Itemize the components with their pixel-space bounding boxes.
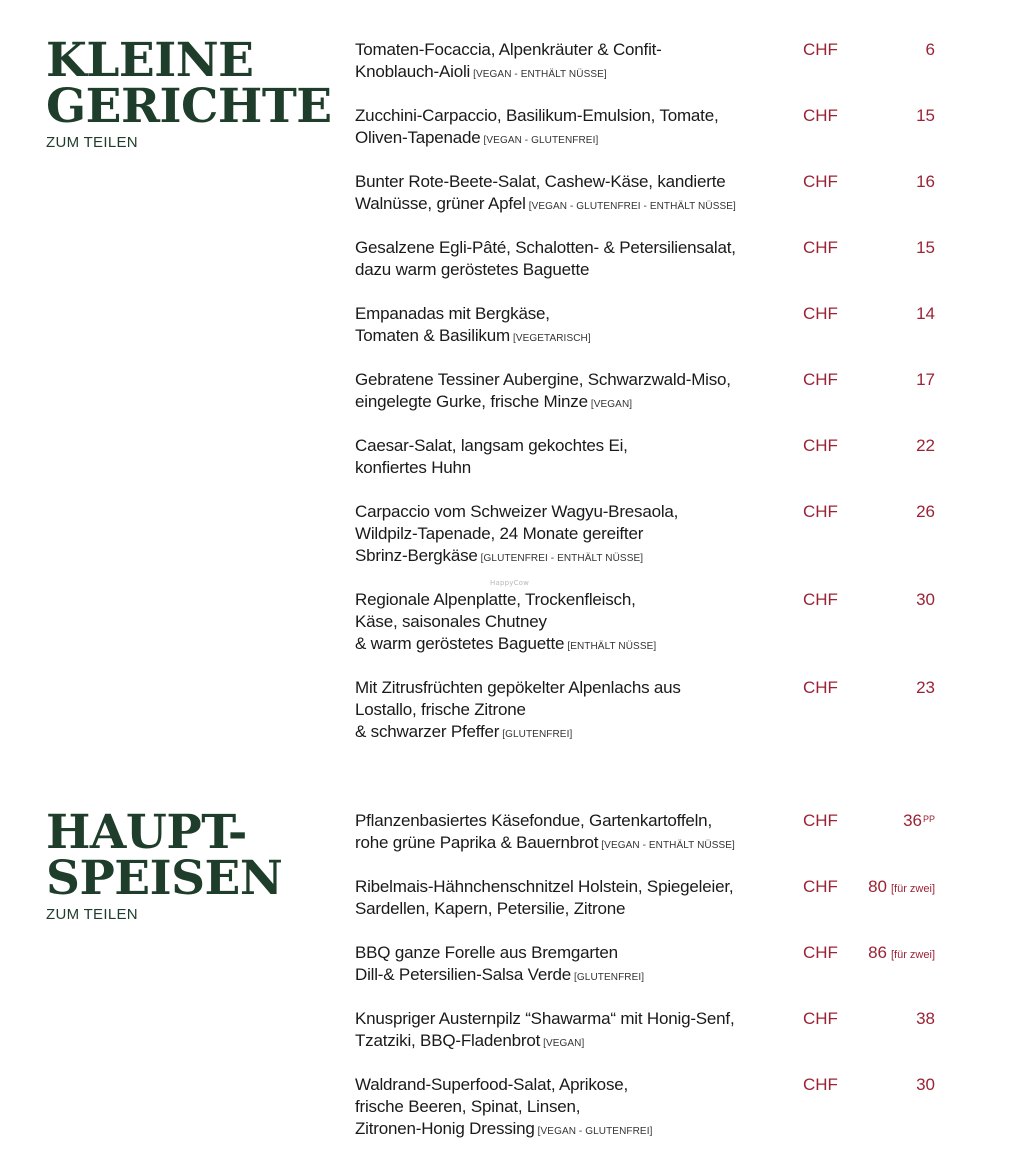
menu-item <box>355 589 945 658</box>
item-currency: CHF <box>803 1075 838 1094</box>
item-currency: CHF <box>803 877 838 896</box>
item-price: 80 [für zwei] <box>868 877 935 896</box>
item-description: Waldrand-Superfood-Salat, Aprikose, frische Beeren, Spinat, Linsen, Zitronen-Honig Dressing [VEGAN - GLUTENFREI] <box>355 1075 653 1138</box>
item-description: Mit Zitrusfrüchten gepökelter Alpenlachs aus Lostallo, frische Zitrone & schwarzer Pfeffer [GLUTENFREI] <box>355 678 681 741</box>
item-currency: CHF <box>803 590 838 609</box>
menu-item <box>355 1074 945 1143</box>
menu-item <box>355 369 945 416</box>
section-header <box>46 805 336 923</box>
diet-tag: [VEGAN - GLUTENFREI] <box>537 1126 653 1137</box>
item-description: Gebratene Tessiner Aubergine, Schwarzwald-Miso, eingelegte Gurke, frische Minze [VEGAN] <box>355 370 731 411</box>
section-header <box>46 33 336 151</box>
item-currency: CHF <box>803 238 838 257</box>
diet-tag: [ENTHÄLT NÜSSE] <box>567 641 657 652</box>
item-currency: CHF <box>803 40 838 59</box>
item-price: 86 [für zwei] <box>868 943 935 962</box>
section-subtitle: ZUM TEILEN <box>46 906 138 923</box>
item-description: Gesalzene Egli-Pâté, Schalotten- & Petersiliensalat, dazu warm geröstetes Baguette <box>355 238 736 279</box>
menu-item <box>355 435 945 479</box>
item-price: $36^{PP}$ <box>903 811 935 830</box>
item-price: 15 <box>916 238 935 257</box>
item-description: Carpaccio vom Schweizer Wagyu-Bresaola, Wildpilz-Tapenade, 24 Monate gereifter Sbrinz-Bergkäse [GLUTENFREI - ENTHÄLT NÜSSE] <box>355 502 679 565</box>
item-price: 6 <box>925 40 935 59</box>
item-description: Caesar-Salat, langsam gekochtes Ei, konfiertes Huhn <box>355 436 628 477</box>
item-price: 30 <box>916 1075 935 1094</box>
item-price: 14 <box>916 304 935 323</box>
section-title: KLEINE GERICHTE <box>46 33 332 134</box>
item-currency: CHF <box>803 502 838 521</box>
price-per-person: PP <box>922 814 935 824</box>
price-note: [für zwei] <box>890 949 935 961</box>
diet-tag: [GLUTENFREI] <box>574 972 645 983</box>
menu-item <box>355 39 945 86</box>
item-price: 15 <box>916 106 935 125</box>
diet-tag: [GLUTENFREI - ENTHÄLT NÜSSE] <box>480 553 644 564</box>
menu-item <box>355 942 945 989</box>
item-price: 30 <box>916 590 935 609</box>
item-currency: CHF <box>803 106 838 125</box>
item-description: Pflanzenbasiertes Käsefondue, Gartenkartoffeln, rohe grüne Paprika & Bauernbrot [VEGAN - ENTHÄLT NÜSSE] <box>355 811 735 852</box>
diet-tag: [VEGAN] <box>543 1038 585 1049</box>
diet-tag: [VEGAN - ENTHÄLT NÜSSE] <box>473 69 607 80</box>
item-description: Ribelmais-Hähnchenschnitzel Holstein, Spiegeleier, Sardellen, Kapern, Petersilie, Zitrone <box>355 877 734 918</box>
menu-item <box>355 501 945 570</box>
item-price: 22 <box>916 436 935 455</box>
price-note: [für zwei] <box>890 883 935 895</box>
menu-item <box>355 237 945 281</box>
menu-item <box>355 105 945 152</box>
item-description: Regionale Alpenplatte, Trockenfleisch, Käse, saisonales Chutney & warm geröstetes Baguette [ENTHÄLT NÜSSE] <box>355 590 657 653</box>
menu-item <box>355 876 945 920</box>
item-price: 26 <box>916 502 935 521</box>
diet-tag: [VEGETARISCH] <box>512 333 591 344</box>
menu-item <box>355 171 945 218</box>
menu-item <box>355 303 945 350</box>
item-price: 16 <box>916 172 935 191</box>
item-currency: CHF <box>803 304 838 323</box>
section-subtitle: ZUM TEILEN <box>46 134 138 151</box>
item-currency: CHF <box>803 370 838 389</box>
section-title: HAUPT- SPEISEN <box>46 805 283 906</box>
item-description: Empanadas mit Bergkäse, Tomaten & Basilikum [VEGETARISCH] <box>355 304 591 345</box>
item-description: BBQ ganze Forelle aus Bremgarten Dill-& Petersilien-Salsa Verde [GLUTENFREI] <box>355 943 645 984</box>
diet-tag: [VEGAN - GLUTENFREI - ENTHÄLT NÜSSE] <box>528 201 736 212</box>
menu-item <box>355 1008 945 1055</box>
item-description: Knuspriger Austernpilz “Shawarma“ mit Honig-Senf, Tzatziki, BBQ-Fladenbrot [VEGAN] <box>355 1009 735 1050</box>
diet-tag: [VEGAN] <box>590 399 633 410</box>
item-description: Bunter Rote-Beete-Salat, Cashew-Käse, kandierte Walnüsse, grüner Apfel [VEGAN - GLUTENFREI - ENTHÄLT NÜSSE] <box>355 172 736 213</box>
item-currency: CHF <box>803 811 838 830</box>
item-price: 23 <box>916 678 935 697</box>
menu-item <box>355 677 945 746</box>
item-description: Zucchini-Carpaccio, Basilikum-Emulsion, Tomate, Oliven-Tapenade [VEGAN - GLUTENFREI] <box>355 106 719 147</box>
item-description: Tomaten-Focaccia, Alpenkräuter & Confit- Knoblauch-Aioli [VEGAN - ENTHÄLT NÜSSE] <box>355 40 662 81</box>
item-price: 17 <box>916 370 935 389</box>
diet-tag: [VEGAN - ENTHÄLT NÜSSE] <box>601 840 735 851</box>
item-currency: CHF <box>803 172 838 191</box>
watermark-logo: HappyCow <box>490 579 530 587</box>
diet-tag: [GLUTENFREI] <box>502 729 573 740</box>
item-currency: CHF <box>803 1009 838 1028</box>
diet-tag: [VEGAN - GLUTENFREI] <box>483 135 599 146</box>
item-price: 38 <box>916 1009 935 1028</box>
item-currency: CHF <box>803 436 838 455</box>
item-currency: CHF <box>803 678 838 697</box>
item-currency: CHF <box>803 943 838 962</box>
menu-item <box>355 810 945 857</box>
